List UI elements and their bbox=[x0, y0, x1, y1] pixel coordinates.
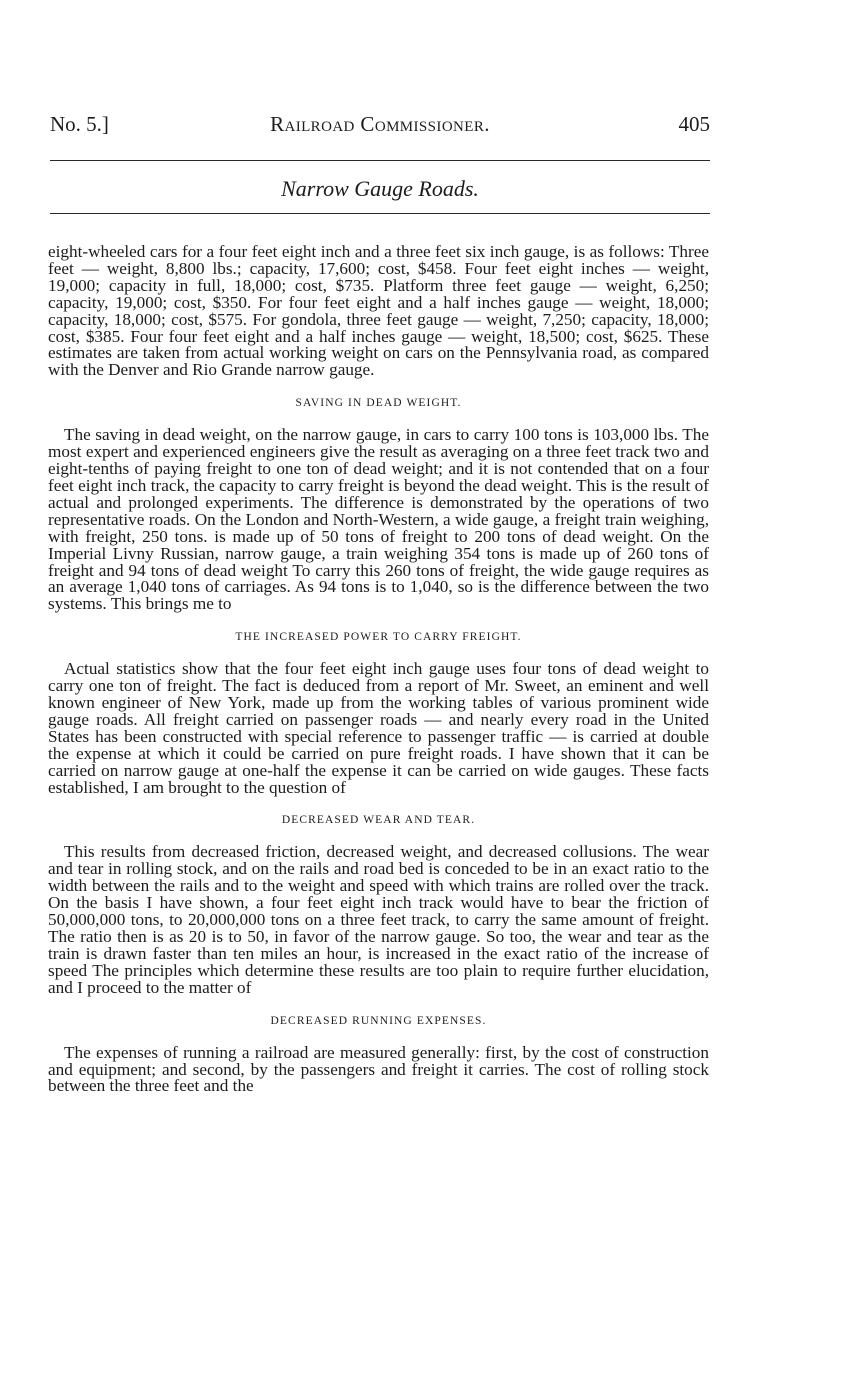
paragraph-increased-power: Actual statistics show that the four feet eight inch gauge uses four tons of dead weight to carry one ton of freight. The fact is deduced from a report of Mr. Sweet, an eminent and well known engineer of New York, made up from the working tables of various prominent wide gauge roads. All freight carried on passenger roads — and nearly every road in the United States has been constructed with special reference to passenger traffic — is carried at double the expense at which it could be carried on pure freight roads. I have shown that it can be carried on narrow gauge at one-half the expense it can be carried on wide gauges. These facts established, I am brought to the question of bbox=[48, 659, 709, 797]
paragraph-decreased-wear: This results from decreased friction, decreased weight, and decreased collusions. The wear and tear in rolling stock, and on the rails and road bed is conceded to be in an exact ratio to the width between the rails and to the weight and speed with which trains are rolled over the track. On the basis I have shown, a four feet eight inch track would have to bear the friction of 50,000,000 tons, to 20,000,000 tons on a three feet track, to carry the same amount of freight. The ratio then is as 20 is to 50, in favor of the narrow gauge. So too, the wear and tear as the train is drawn faster than ten miles an hour, is increased in the exact ratio of the increase of speed The principles which determine these results are too plain to require further elucidation, and I proceed to the matter of bbox=[48, 842, 709, 997]
heading-increased-power: THE INCREASED POWER TO CARRY FREIGHT. bbox=[235, 631, 522, 644]
page-number: 405 bbox=[678, 112, 710, 136]
bottom-rule bbox=[50, 213, 710, 214]
intro-paragraph: eight-wheeled cars for a four feet eight inch and a three feet six inch gauge, is as follows: Three feet — weight, 8,800 lbs.; capacity, 17,600; cost, $458. Four feet eight inches — weight, 19,000; capacity in full, 18,000; cost, $735. Platform three feet gauge — weight, 6,250; capacity, 19,000; cost, $350. For four feet eight and a half inches gauge — weight, 18,000; capacity, 18,000; cost, $575. For gondola, three feet gauge — weight, 7,250; capacity, 18,000; cost, $385. Four four feet eight and a half inches gauge — weight, 18,500; cost, $625. These estimates are taken from actual working weight on cars on the Pennsylvania road, as compared with the Denver and Rio Grande narrow gauge. bbox=[48, 242, 709, 380]
heading-saving-dead-weight: SAVING IN DEAD WEIGHT. bbox=[295, 397, 462, 410]
top-rule bbox=[50, 160, 710, 161]
report-number: No. 5.] bbox=[50, 112, 109, 136]
running-title: Railroad Commissioner. bbox=[270, 112, 490, 136]
heading-decreased-wear: DECREASED WEAR AND TEAR. bbox=[281, 814, 476, 827]
heading-decreased-running-expenses: DECREASED RUNNING EXPENSES. bbox=[270, 1014, 487, 1027]
running-header bbox=[50, 112, 710, 142]
paragraph-decreased-running-expenses: The expenses of running a railroad are measured generally: first, by the cost of construction and equipment; and second, by the passengers and freight it carries. The cost of rolling stock between the three feet and the bbox=[48, 1042, 709, 1096]
section-title: Narrow Gauge Roads. bbox=[281, 176, 479, 201]
body-text bbox=[48, 244, 709, 1095]
paragraph-saving-dead-weight: The saving in dead weight, on the narrow gauge, in cars to carry 100 tons is 103,000 lbs. The most expert and experienced engineers give the result as averaging on a three feet track two and eight-tenths of paying freight to one ton of dead weight; and it is not contended that on a four feet eight inch track, the capacity to carry freight is beyond the dead weight. This is the result of actual and prolonged experiments. The difference is demonstrated by the operations of two representative roads. On the London and North-Western, a wide gauge, a freight train weighing, with freight, 250 tons. is made up of 50 tons of freight to 200 tons of dead weight. On the Imperial Livny Russian, narrow gauge, a train weighing 354 tons is made up of 260 tons of freight and 94 tons of dead weight To carry this 260 tons of freight, the wide gauge requires as an average 1,040 tons of carriages. As 94 tons is to 1,040, so is the difference between the two systems. This brings me to bbox=[48, 425, 709, 614]
